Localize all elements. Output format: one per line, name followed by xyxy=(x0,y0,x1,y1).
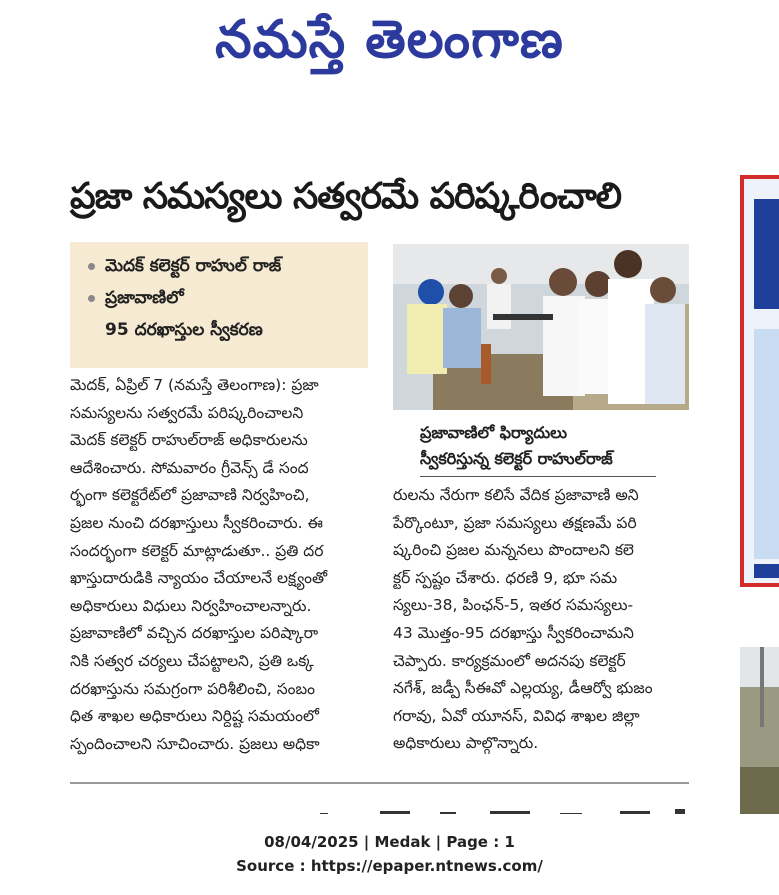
bullet-icon xyxy=(88,263,95,270)
article-headline: ప్రజా సమస్యలు సత్వరమే పరిష్కరించాలి xyxy=(70,176,622,217)
bullet-icon xyxy=(88,295,95,302)
article-body-column-2: రులను నేరుగా కలిసే వేదిక ప్రజావాణి అని పేర్కొంటూ, ప్రజా సమస్యలు తక్షణమే పరి ష్కరించి ప్రజల మన్ననలు పొందాలని కలె క్టర్ స్పష్టం చేశారు. ధరణి 9, భూ సమ స్యలు-38, పింఛన్-5, ఇతర సమస్యలు- 43 మొత్తం-95 దరఖాస్తు స్వీకరించామని చెప్పారు. కార్యక్రమంలో అదనపు కలెక్టర్ నగేశ్, జడ్పీ సీఈవో ఎల్లయ్య, డీఆర్వో భుజం గరావు, ఏవో యూనస్, వివిధ శాఖల జిల్లా అధికారులు పాల్గొన్నారు. xyxy=(393,486,653,753)
cropped-text-fragment xyxy=(320,809,690,814)
footer-date-edition: 08/04/2025 | Medak | Page : 1 xyxy=(264,833,515,851)
newspaper-masthead xyxy=(0,0,779,80)
photo-caption-line: స్వీకరిస్తున్న కలెక్టర్ రాహుల్‌రాజ్ xyxy=(420,449,613,468)
highlight-item xyxy=(88,288,184,312)
masthead-title: నమస్తే తెలంగాణ xyxy=(215,9,564,70)
adjacent-photo-image xyxy=(740,647,779,814)
page-footer xyxy=(0,830,779,878)
highlight-item-continued: 95 దరఖాస్తుల స్వీకరణ xyxy=(105,320,263,340)
next-headline-fragment xyxy=(320,804,690,814)
highlight-text: మెదక్ కలెక్టర్ రాహుల్ రాజ్ xyxy=(105,256,282,276)
highlights-box xyxy=(70,242,368,368)
photo-caption xyxy=(420,420,660,472)
footer-source: Source : https://epaper.ntnews.com/ xyxy=(236,857,543,875)
adjacent-photo xyxy=(740,647,779,814)
adjacent-ad-box xyxy=(740,175,779,587)
caption-divider xyxy=(420,476,656,477)
highlight-item xyxy=(88,256,281,280)
section-divider xyxy=(70,782,689,784)
article-photo xyxy=(393,244,689,410)
highlight-text: ప్రజావాణిలో xyxy=(105,288,184,308)
adjacent-ad-graphic xyxy=(744,179,779,583)
article-body-column-1: మెదక్, ఏప్రిల్ 7 (నమస్తే తెలంగాణ): ప్రజా సమస్యలను సత్వరమే పరిష్కరించాలని మెదక్ కలెక్టర్ రాహుల్‌రాజ్ అధికారులను ఆదేశించారు. సోమవారం గ్రీవెన్స్ డే సంద ర్భంగా కలెక్టరేట్‌లో ప్రజావాణి నిర్వహించి, ప్రజల నుంచి దరఖాస్తులు స్వీకరించారు. ఈ సందర్భంగా కలెక్టర్ మాట్లాడుతూ.. ప్రతి దర ఖాస్తుదారుడికి న్యాయం చేయాలనే లక్ష్యంతో అధికారులు విధులు నిర్వహించాలన్నారు. ప్రజావాణిలో వచ్చిన దరఖాస్తుల పరిష్కారా నికి సత్వర చర్యలు చేపట్టాలని, ప్రతి ఒక్క దరఖాస్తును సమగ్రంగా పరిశీలించి, సంబం ధిత శాఖల అధికారులు నిర్దిష్ట సమయంలో స్పందించాలని సూచించారు. ప్రజలు అధికా xyxy=(70,376,328,753)
collector-meeting-photo xyxy=(393,244,689,410)
photo-caption-line: ప్రజావాణిలో ఫిర్యాదులు xyxy=(420,423,568,442)
